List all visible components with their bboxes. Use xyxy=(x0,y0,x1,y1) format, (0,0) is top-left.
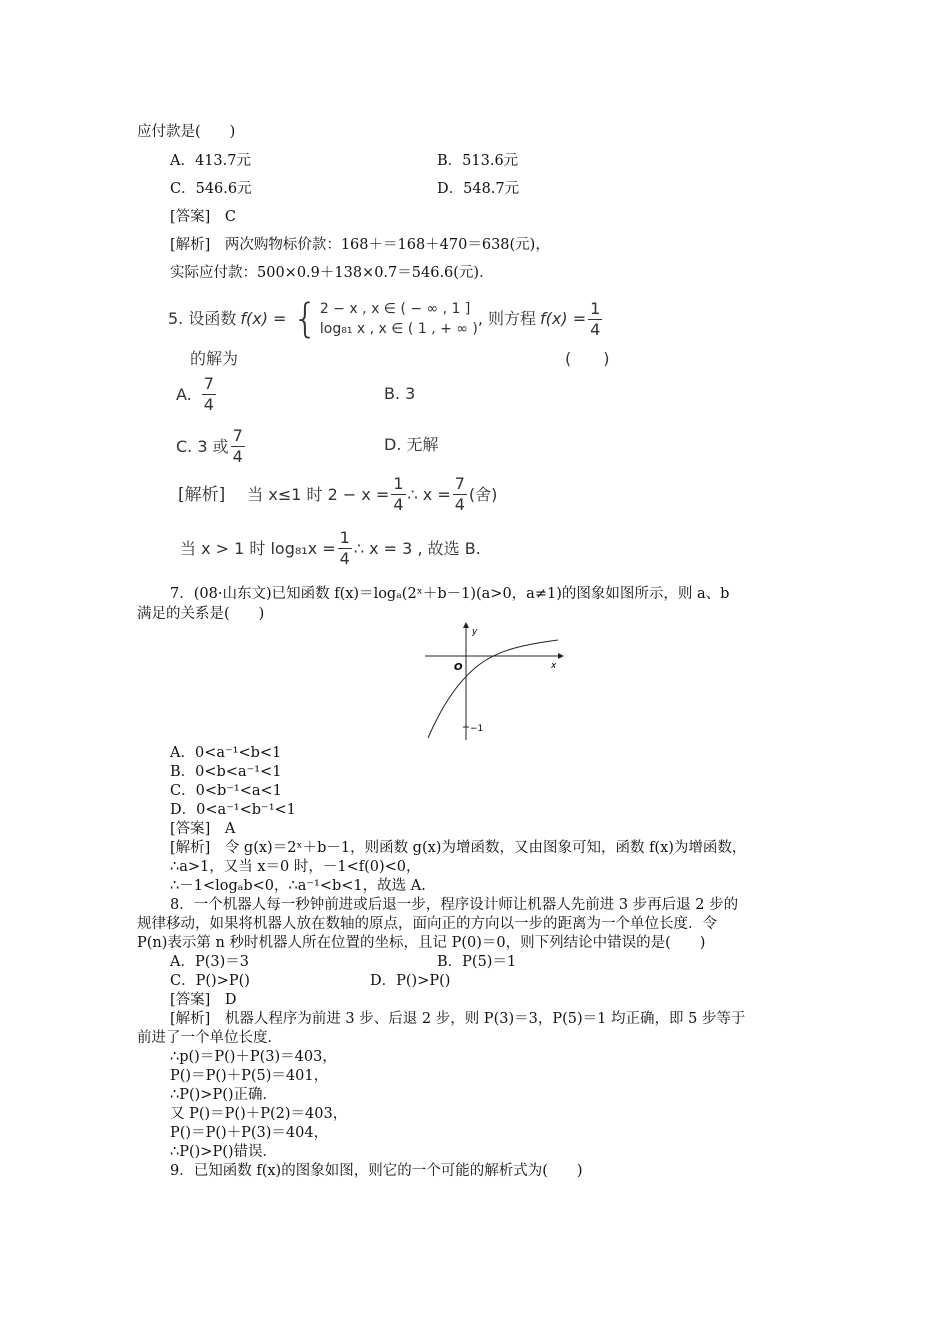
option-c: C．546.6元 xyxy=(170,181,252,197)
question-line: 8．一个机器人每一秒钟前进或后退一步，程序设计师让机器人先前进 3 步再后退 2 步的 xyxy=(170,897,739,913)
option-c: C．0<b⁻¹<a<1 xyxy=(170,783,282,799)
question-line: 7．(08·山东文)已知函数 f(x)＝logₐ(2ˣ＋b－1)(a>0，a≠1)的图象如图所示，则 a、b xyxy=(170,586,730,602)
q5-line2: 的解为 xyxy=(190,349,239,368)
x-axis-arrow xyxy=(558,653,564,659)
case-1: 2 − x , x ∈ ( − ∞ , 1 ] xyxy=(319,301,471,317)
explanation-text: ∴ x = 3 , 故选 B. xyxy=(353,538,481,558)
explanation-line: 又 P()＝P()＋P(2)＝403， xyxy=(170,1106,348,1122)
option-a: A．413.7元 xyxy=(170,153,251,169)
explanation-text: 当 x > 1 时 log₈₁x = xyxy=(180,538,336,558)
answer-line: [答案] A xyxy=(170,821,236,837)
y-axis-label: y xyxy=(472,627,478,637)
explanation-line: 实际应付款：500×0.9＋138×0.7＝546.6(元)． xyxy=(170,265,494,281)
fraction-denominator: 4 xyxy=(454,495,465,514)
option-fraction xyxy=(231,426,245,467)
option-d: D．0<a⁻¹<b⁻¹<1 xyxy=(170,802,296,818)
question-line: 9．已知函数 f(x)的图象如图，则它的一个可能的解析式为( ) xyxy=(170,1163,583,1179)
option-label: C. 3 或 xyxy=(176,436,229,456)
y-axis-arrow xyxy=(463,622,469,628)
explanation-label: [解析] xyxy=(178,484,226,505)
function-curve xyxy=(428,640,558,738)
q5-mid: , 则方程 xyxy=(477,309,537,328)
fraction-denominator: 4 xyxy=(203,395,214,414)
q5-explanation-1 xyxy=(178,474,497,515)
fraction-numerator: 1 xyxy=(339,528,350,547)
explanation-line: [解析] 令 g(x)＝2ˣ＋b－1，则函数 g(x)为增函数，又由图象可知，函数 f(x)为增函数， xyxy=(170,840,747,856)
fraction-denominator: 4 xyxy=(339,549,350,568)
explanation-text: ∴ x = xyxy=(407,484,451,504)
brace-symbol: { xyxy=(292,296,318,342)
explanation-line: 前进了一个单位长度． xyxy=(137,1030,282,1046)
explanation-text: (舍) xyxy=(468,484,498,504)
q5-option-d: D. 无解 xyxy=(384,435,439,454)
tick-label: −1 xyxy=(470,724,484,734)
explanation-line: ∴P()>P()正确． xyxy=(170,1087,278,1103)
question-line: 规律移动，如果将机器人放在数轴的原点，面向正的方向以一步的距离为一个单位长度．令 xyxy=(137,916,717,932)
option-a: A．0<a⁻¹<b<1 xyxy=(170,745,282,761)
explanation-fraction xyxy=(453,474,467,515)
piecewise-definition xyxy=(292,296,478,342)
q5-fx: f(x) = xyxy=(240,309,287,328)
explanation-line: ∴P()>P()错误． xyxy=(170,1144,278,1160)
q5-option-c xyxy=(176,426,247,467)
question-line: 应付款是( ) xyxy=(137,124,236,140)
fraction-numerator: 7 xyxy=(203,374,214,393)
explanation-fraction xyxy=(391,474,405,515)
option-fraction xyxy=(202,374,216,415)
fraction-denominator: 4 xyxy=(232,447,243,466)
fraction-numerator: 7 xyxy=(232,426,243,445)
option-c: C．P()>P() xyxy=(170,973,250,989)
explanation-text: 当 x≤1 时 2 − x = xyxy=(247,484,390,504)
fraction-denominator: 4 xyxy=(590,319,601,339)
explanation-line: ∴p()＝P()＋P(3)＝403， xyxy=(170,1049,337,1065)
explanation-line: ∴－1<logₐb<0，∴a⁻¹<b<1，故选 A. xyxy=(170,878,426,894)
case-2: log₈₁ x , x ∈ ( 1 , + ∞ ) xyxy=(319,321,478,337)
x-axis-label: x xyxy=(551,661,557,671)
option-d: D．P()>P() xyxy=(370,973,451,989)
answer-line: [答案] C xyxy=(170,209,236,225)
explanation-line: P()＝P()＋P(3)＝404， xyxy=(170,1125,329,1141)
fraction-numerator: 1 xyxy=(393,474,404,493)
q5-fx2: f(x) = xyxy=(540,309,587,328)
explanation-line: P()＝P()＋P(5)＝401， xyxy=(170,1068,329,1084)
answer-line: [答案] D xyxy=(170,992,237,1008)
explanation-fraction xyxy=(338,528,352,569)
fraction-denominator: 4 xyxy=(393,495,404,514)
q5-paren: ( ) xyxy=(565,349,610,368)
fraction-numerator: 1 xyxy=(590,298,601,318)
option-d: D．548.7元 xyxy=(437,181,520,197)
origin-label: O xyxy=(454,662,463,673)
function-graph xyxy=(420,620,565,742)
q5-fraction xyxy=(588,299,602,340)
option-b: B．513.6元 xyxy=(437,153,519,169)
question-line: 满足的关系是( ) xyxy=(137,606,265,622)
option-label: A. xyxy=(176,384,192,404)
explanation-line: [解析] 两次购物标价款：168＋＝168＋470＝638(元)， xyxy=(170,237,550,253)
q5-explanation-2 xyxy=(180,528,481,569)
option-b: B．P(5)＝1 xyxy=(437,954,517,970)
fraction-numerator: 7 xyxy=(454,474,465,493)
explanation-line: ∴a>1，又当 x＝0 时，－1<f(0)<0， xyxy=(170,859,421,875)
q5-option-b: B. 3 xyxy=(384,384,416,403)
q5-prefix: 5. 设函数 xyxy=(168,309,237,328)
q5-statement xyxy=(168,296,604,342)
question-line: P(n)表示第 n 秒时机器人所在位置的坐标，且记 P(0)＝0，则下列结论中错误的是( ) xyxy=(137,935,706,951)
q5-option-a xyxy=(176,374,218,415)
explanation-line: [解析] 机器人程序为前进 3 步、后退 2 步，则 P(3)＝3，P(5)＝1 均正确，即 5 步等于 xyxy=(170,1011,746,1027)
option-a: A．P(3)＝3 xyxy=(170,954,249,970)
option-b: B．0<b<a⁻¹<1 xyxy=(170,764,282,780)
